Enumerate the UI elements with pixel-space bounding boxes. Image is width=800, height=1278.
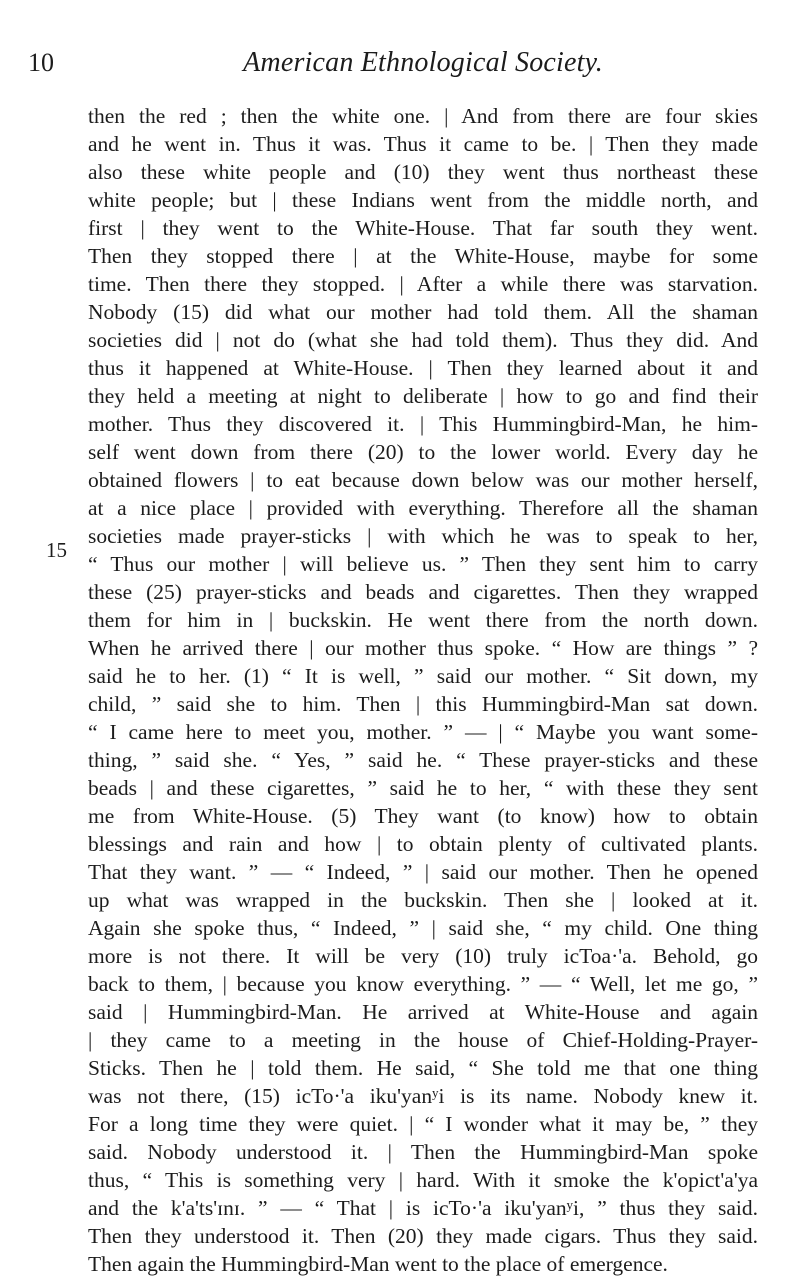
text-line: they held a meeting at night to deliberate | how to go and find their xyxy=(88,384,758,408)
text-line: was not there, (15) icTo·'a iku'yanʸi is its name. Nobody knew it. xyxy=(88,1084,758,1108)
text-line: Nobody (15) did what our mother had told them. All the shaman xyxy=(88,300,758,324)
margin-line-number: 15 xyxy=(46,538,67,562)
text-line: thing, ” said she. “ Yes, ” said he. “ These prayer-sticks and these xyxy=(88,748,758,772)
text-line: at a nice place | provided with everything. Therefore all the shaman xyxy=(88,496,758,520)
text-line: | they came to a meeting in the house of Chief-Holding-Prayer- xyxy=(88,1028,758,1052)
text-line: said | Hummingbird-Man. He arrived at White-House and again xyxy=(88,1000,758,1024)
text-line: thus, “ This is something very | hard. With it smoke the k'opict'a'ya xyxy=(88,1168,758,1192)
text-line: That they want. ” — “ Indeed, ” | said our mother. Then he opened xyxy=(88,860,758,884)
text-line: Then they understood it. Then (20) they made cigars. Thus they said. xyxy=(88,1224,758,1248)
text-line: blessings and rain and how | to obtain plenty of cultivated plants. xyxy=(88,832,758,856)
page-header xyxy=(28,45,758,81)
text-line: beads | and these cigarettes, ” said he to her, “ with these they sent xyxy=(88,776,758,800)
page-number: 10 xyxy=(28,48,54,77)
text-line: mother. Thus they discovered it. | This Hummingbird-Man, he him- xyxy=(88,412,758,436)
text-line: me from White-House. (5) They want (to know) how to obtain xyxy=(88,804,758,828)
text-line: When he arrived there | our mother thus spoke. “ How are things ” ? xyxy=(88,636,758,660)
text-line: said he to her. (1) “ It is well, ” said our mother. “ Sit down, my xyxy=(88,664,758,688)
text-line: white people; but | these Indians went from the middle north, and xyxy=(88,188,758,212)
text-line: and the k'a'ts'ɪnɪ. ” — “ That | is icTo·'a iku'yanʸi, ” thus they said. xyxy=(88,1196,758,1220)
text-line: obtained flowers | to eat because down below was our mother herself, xyxy=(88,468,758,492)
body-text xyxy=(88,102,758,1278)
text-line: these (25) prayer-sticks and beads and cigarettes. Then they wrapped xyxy=(88,580,758,604)
text-line: Then again the Hummingbird-Man went to the place of emergence. xyxy=(88,1252,668,1276)
text-line: “ Thus our mother | will believe us. ” Then they sent him to carry xyxy=(88,552,758,576)
text-line: more is not there. It will be very (10) truly icToa·'a. Behold, go xyxy=(88,944,758,968)
text-line: said. Nobody understood it. | Then the Hummingbird-Man spoke xyxy=(88,1140,758,1164)
text-line: first | they went to the White-House. That far south they went. xyxy=(88,216,758,240)
text-line: “ I came here to meet you, mother. ” — | “ Maybe you want some- xyxy=(88,720,758,744)
text-line: societies made prayer-sticks | with which he was to speak to her, xyxy=(88,524,758,548)
running-head: American Ethnological Society. xyxy=(243,47,603,78)
text-line: For a long time they were quiet. | “ I wonder what it may be, ” they xyxy=(88,1112,758,1136)
text-line: and he went in. Thus it was. Thus it came to be. | Then they made xyxy=(88,132,758,156)
text-line: also these white people and (10) they went thus northeast these xyxy=(88,160,758,184)
text-line: societies did | not do (what she had told them). Thus they did. And xyxy=(88,328,758,352)
text-line: back to them, | because you know everything. ” — “ Well, let me go, ” xyxy=(88,972,758,996)
text-line: thus it happened at White-House. | Then they learned about it and xyxy=(88,356,758,380)
text-line: them for him in | buckskin. He went there from the north down. xyxy=(88,608,758,632)
text-line: up what was wrapped in the buckskin. Then she | looked at it. xyxy=(88,888,758,912)
text-line: self went down from there (20) to the lower world. Every day he xyxy=(88,440,758,464)
text-line: Then they stopped there | at the White-House, maybe for some xyxy=(88,244,758,268)
text-line: child, ” said she to him. Then | this Hummingbird-Man sat down. xyxy=(88,692,758,716)
text-line: time. Then there they stopped. | After a while there was starvation. xyxy=(88,272,758,296)
text-line: then the red ; then the white one. | And from there are four skies xyxy=(88,104,758,128)
text-line: Again she spoke thus, “ Indeed, ” | said she, “ my child. One thing xyxy=(88,916,758,940)
text-line: Sticks. Then he | told them. He said, “ She told me that one thing xyxy=(88,1056,758,1080)
